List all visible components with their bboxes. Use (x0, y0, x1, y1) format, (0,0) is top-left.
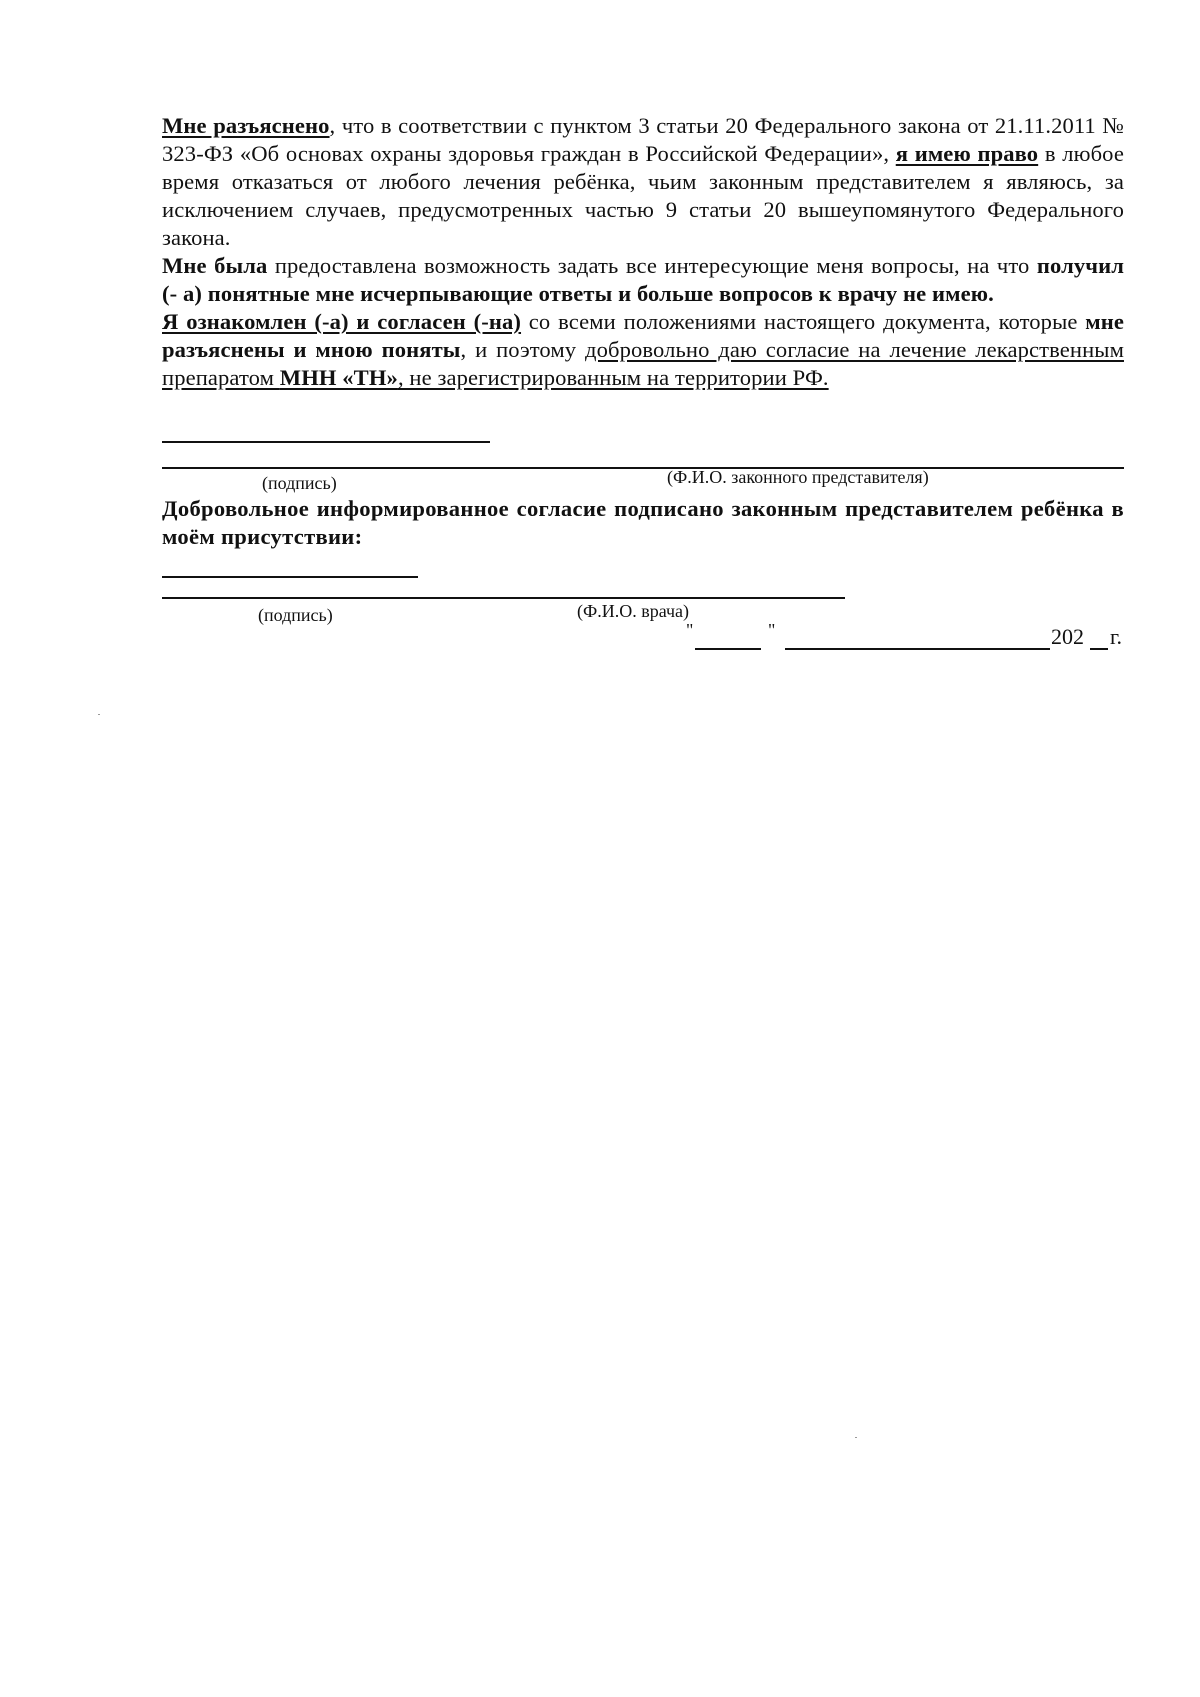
scan-speck (98, 714, 100, 715)
date-close-quote: " (768, 620, 776, 640)
representative-name-line[interactable] (162, 467, 1124, 469)
paragraph-text: , и поэтому (460, 337, 585, 362)
paragraph-text: , что в соответствии с пунктом 3 статьи 20 Федерального закона от 21.11.2011 № 323-ФЗ «Об основах охраны здоровья граждан в Российской Федерации», (162, 113, 1125, 166)
paragraph-questions (162, 252, 1124, 308)
emphasis-explained: Мне разъяснено (162, 113, 330, 138)
representative-signature-line[interactable] (162, 441, 490, 443)
emphasis-answers: получил (- а) понятные мне исчерпывающие ответы и больше вопросов к врачу не имею. (162, 253, 1124, 306)
doctor-name-caption: (Ф.И.О. врача) (577, 601, 690, 621)
date-year-suffix: г. (1110, 624, 1123, 649)
emphasis-was-given: Мне была (162, 253, 268, 278)
doctor-signature-line[interactable] (162, 576, 418, 578)
emphasis-understood: мне разъяснены и мною поняты (162, 309, 1125, 362)
date-open-quote: " (686, 620, 694, 640)
paragraph-text: со всеми положениями настоящего документа, которые (521, 309, 1086, 334)
witness-statement: Добровольное информированное согласие подписано законным представителем ребёнка в моём присутствии: (162, 496, 1124, 549)
representative-signature-caption: (подпись) (262, 473, 337, 493)
consent-statement-tail: , не зарегистрированным на территории РФ. (397, 365, 829, 390)
representative-name-caption: (Ф.И.О. законного представителя) (667, 467, 929, 487)
paragraph-agreement (162, 308, 1124, 392)
emphasis-right: я имею право (895, 141, 1039, 166)
paragraph-right-to-refuse (162, 112, 1124, 252)
paragraph-text: в любое время отказаться от любого лечения ребёнка, чьим законным представителем я являюсь, за исключением случаев, предусмотренных частью 9 статьи 20 вышеупомянутого Федерального закона. (162, 141, 1124, 250)
date-month-blank[interactable] (785, 648, 1050, 650)
date-year-text: 202 (1051, 624, 1084, 649)
paragraph-text: предоставлена возможность задать все интересующие меня вопросы, на что (267, 253, 1037, 278)
scan-speck (855, 1437, 857, 1438)
consent-text (162, 112, 1124, 392)
date-year-blank[interactable] (1090, 648, 1108, 650)
doctor-signature-caption: (подпись) (258, 605, 333, 625)
consent-statement: добровольно даю согласие на лечение лекарственным препаратом (162, 337, 1124, 390)
emphasis-agreed: Я ознакомлен (-а) и согласен (-на) (162, 309, 522, 334)
drug-name: МНН «ТН» (279, 365, 398, 390)
doctor-name-line[interactable] (162, 597, 845, 599)
date-day-blank[interactable] (695, 648, 761, 650)
